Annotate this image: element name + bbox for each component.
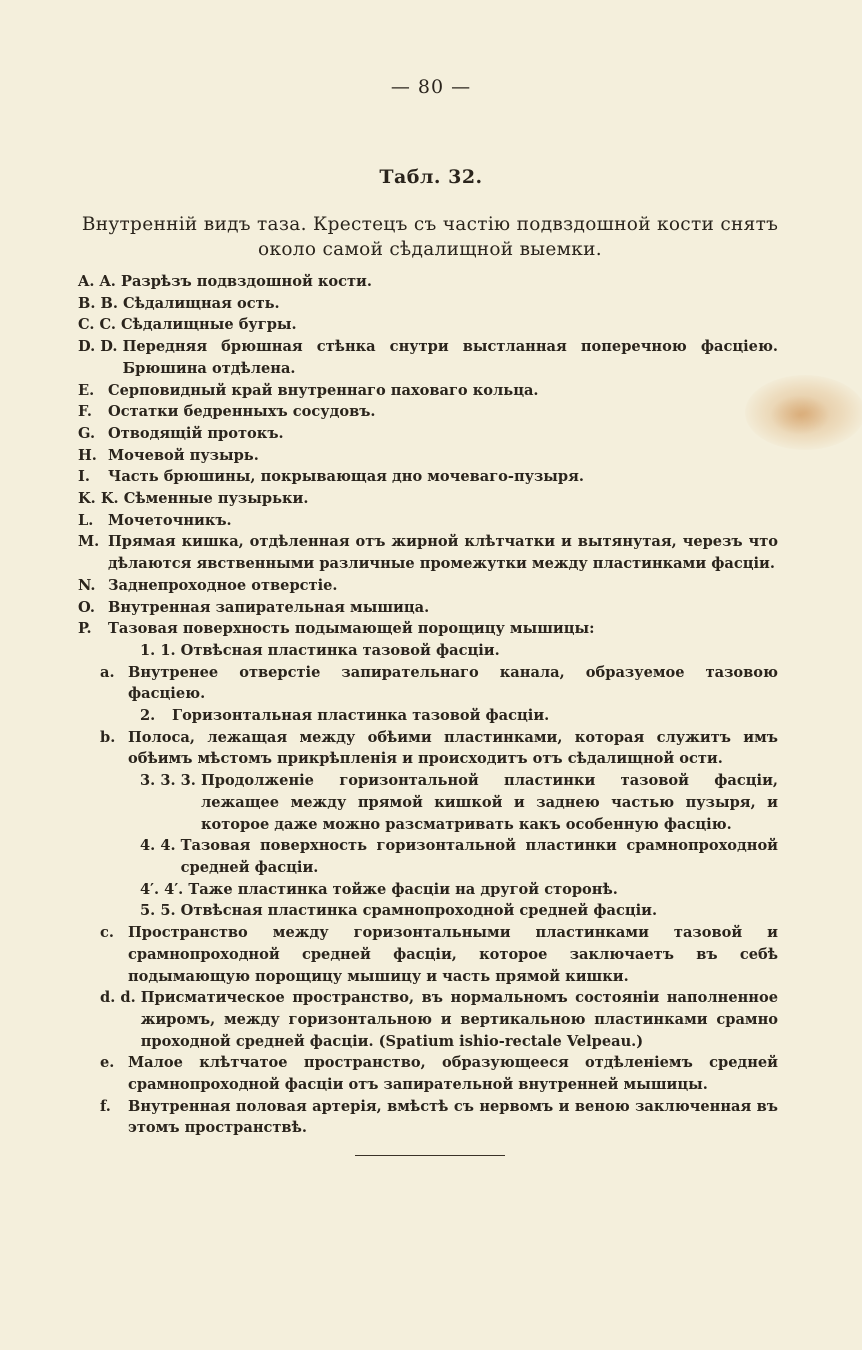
legend-entry [78, 879, 778, 901]
legend-entry [78, 597, 778, 619]
legend-entry-text: Остатки бедренныхъ сосудовъ. [108, 403, 376, 421]
legend-entry-label: K. K. [78, 490, 124, 508]
legend-entry-label: O. [78, 598, 101, 616]
legend-entry-label: M. [78, 533, 105, 551]
legend-entry-text: Полоса, лежащая между обѣими пластинками, которая служитъ имъ обѣимъ мѣстомъ прикрѣпленія и происходитъ отъ сѣдалищной ости. [128, 728, 778, 768]
legend-entry [78, 401, 778, 423]
legend-entry-text: Продолженіе горизонтальной пластинки тазовой фасціи, лежащее между прямой кишкой и заднею частью пузыря, и которое даже можно разсматривать какъ особенную фасцію. [200, 772, 778, 833]
legend-entry [78, 900, 778, 922]
legend-entry-text: Отвѣсная пластинка тазовой фасціи. [180, 641, 500, 659]
legend-entry [78, 445, 778, 467]
legend-entry-text: Серповидный край внутреннаго паховаго кольца. [108, 381, 539, 399]
legend-entry [78, 618, 778, 640]
page-number: — 80 — [390, 76, 472, 98]
legend-entry-label: b. [100, 728, 121, 746]
legend-entry-text: Сѣдалищные бугры. [121, 316, 297, 334]
legend-entry-label: c. [100, 924, 120, 942]
legend-entry-text: Заднепроходное отверстіе. [108, 576, 338, 594]
legend-entry-label: f. [100, 1097, 116, 1115]
legend-entry-label: C. C. [78, 316, 122, 334]
legend-entry-text: Передняя брюшная стѣнка снутри выстланная поперечною фасціею. Брюшина отдѣлена. [122, 338, 778, 377]
legend-entry-label: L. [78, 511, 99, 529]
legend-entry [78, 531, 778, 574]
legend-entry-text: Внутренее отверстіе запирательнаго канала, образуемое тазовою фасціею. [128, 663, 778, 703]
legend-entry-text: Мочеточникъ. [108, 511, 232, 529]
legend-entry [78, 922, 778, 987]
legend-entry-text: Часть брюшины, покрывающая дно мочеваго-пузыря. [108, 468, 584, 486]
legend-entry-text: Тазовая поверхность подымающей порощицу мышицы: [108, 620, 595, 638]
legend-entry [78, 336, 778, 379]
legend-entry-text: Мочевой пузырь. [108, 446, 259, 464]
legend-entry-label: d. d. [100, 989, 141, 1007]
legend-entry [78, 770, 778, 835]
legend-entry [78, 835, 778, 878]
legend-entry-label: e. [100, 1054, 120, 1072]
legend-entry-text: Присматическое пространство, въ нормальномъ состояніи наполненное жиромъ, между горизонтальною и вертикальною пластинками срамно проходной средней фасціи. (Spatium ishio-rectale Velpeau.) [140, 989, 778, 1050]
legend-entry-text: Сѣменные пузырьки. [123, 490, 309, 508]
legend-entry [78, 640, 778, 662]
plate-heading: Внутренній видъ таза. Крестецъ съ частію подвздошной кости снятъ около самой сѣдалищной выемки. [81, 214, 779, 260]
legend-entry [78, 1096, 778, 1139]
legend-entry [78, 380, 778, 402]
legend-entry-text: Внутренная запирательная мышица. [108, 598, 430, 616]
legend-entry-label: P. [78, 620, 97, 638]
legend-entry-label: G. [78, 424, 101, 442]
legend-entry-text: Разрѣзъ подвздошной кости. [120, 273, 372, 290]
legend-entry-label: 3. 3. 3. [140, 772, 201, 790]
legend-entry [78, 488, 778, 510]
legend-entry-label: B. B. [78, 294, 123, 312]
legend-entry-label: 2. [140, 707, 161, 725]
legend-entry [78, 575, 778, 597]
legend-entry [78, 727, 778, 770]
legend-entry [78, 271, 778, 293]
legend-entry-text: Отводящій протокъ. [108, 424, 284, 442]
legend-entry-label: N. [78, 576, 101, 594]
legend-entry [78, 662, 778, 705]
legend-entry-text: Тазовая поверхность горизонтальной пластинки срамнопроходной средней фасціи. [180, 837, 778, 876]
legend-entry [78, 314, 778, 336]
legend-entry-label: D. D. [78, 338, 123, 356]
legend-entry-text: Малое клѣтчатое пространство, образующееся отдѣленіемъ средней срамнопроходной фасціи отъ запирательной внутренней мышицы. [128, 1054, 778, 1094]
legend-entry [78, 293, 778, 315]
legend-entry-label: 5. 5. [140, 902, 181, 920]
legend-entry-label: 4′. 4′. [140, 880, 189, 898]
legend-entry-label: 4. 4. [140, 837, 181, 855]
legend-entry [78, 987, 778, 1052]
legend-entry-text: Отвѣсная пластинка срамнопроходной средней фасціи. [180, 902, 658, 920]
legend-entry-text: Прямая кишка, отдѣленная отъ жирной клѣтчатки и вытянутая, черезъ что дѣлаются явственными различные промежутки между пластинками фасціи. [108, 533, 778, 573]
legend-entry [78, 510, 778, 532]
legend-entry-text: Таже пластинка тойже фасціи на другой сторонѣ. [188, 880, 618, 898]
legend-entry-label: 1. 1. [140, 641, 181, 659]
legend-entry [78, 1052, 778, 1095]
legend-entry-label: I. [78, 468, 95, 486]
legend-entry-text: Горизонтальная пластинка тазовой фасціи. [172, 707, 550, 725]
legend-entry-label: a. [100, 663, 120, 681]
legend-entry [78, 705, 778, 727]
legend-entry [78, 423, 778, 445]
legend-entry-label: F. [78, 403, 98, 421]
legend-entry-text: Пространство между горизонтальными пластинками тазовой и срамнопроходной средней фасціи, которое заключаетъ въ себѣ подымающую порощицу мышицу и часть прямой кишки. [128, 924, 778, 985]
legend-entry-text: Внутренная половая артерія, вмѣстѣ съ нервомъ и веною заключенная въ этомъ пространствѣ. [128, 1097, 778, 1137]
legend-entry-label: E. [78, 381, 100, 399]
end-divider [355, 1155, 505, 1156]
paper-stain-core [770, 395, 830, 435]
table-title: Табл. 32. [379, 166, 483, 188]
legend-entry-label: H. [78, 446, 102, 464]
legend-entry [78, 466, 778, 488]
legend-entry-text: Сѣдалищная ость. [123, 294, 280, 312]
legend-entry-label: A. A. [78, 273, 121, 290]
legend-list [78, 271, 778, 1139]
